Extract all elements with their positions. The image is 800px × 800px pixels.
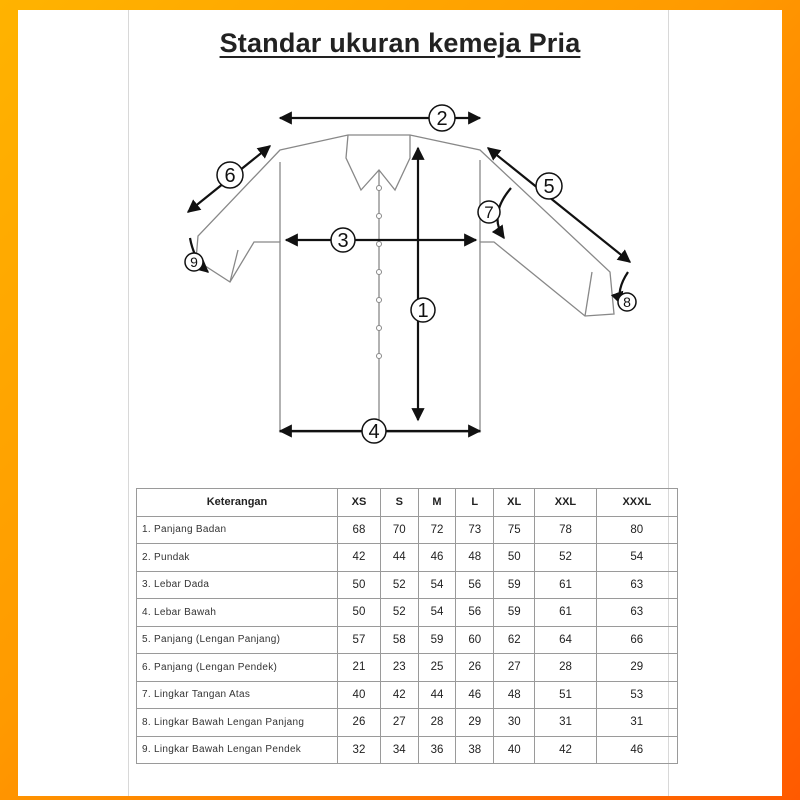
table-cell: 73	[456, 516, 494, 544]
column-header: M	[418, 489, 456, 517]
table-cell: 51	[535, 681, 596, 709]
table-cell: 68	[338, 516, 381, 544]
table-cell: 46	[456, 681, 494, 709]
table-cell: 34	[380, 736, 418, 764]
svg-text:1: 1	[417, 300, 429, 322]
table-cell: 59	[494, 599, 535, 627]
table-cell: 31	[596, 709, 677, 737]
table-row	[137, 681, 678, 709]
table-cell: 56	[456, 599, 494, 627]
table-cell: 44	[380, 544, 418, 572]
table-cell: 52	[535, 544, 596, 572]
table-cell: 70	[380, 516, 418, 544]
label-7	[478, 201, 500, 223]
table-cell: 53	[596, 681, 677, 709]
table-cell: 28	[418, 709, 456, 737]
column-header: XXXL	[596, 489, 677, 517]
column-header: XL	[494, 489, 535, 517]
label-8	[618, 293, 636, 311]
table-cell: 62	[494, 626, 535, 654]
table-cell: 42	[535, 736, 596, 764]
size-chart-sheet	[18, 10, 782, 796]
table-cell: 72	[418, 516, 456, 544]
label-9	[185, 253, 203, 271]
table-cell: 29	[596, 654, 677, 682]
table-header-row	[137, 489, 678, 517]
row-label: 3. Lebar Dada	[137, 571, 338, 599]
table-cell: 56	[456, 571, 494, 599]
table-cell: 66	[596, 626, 677, 654]
table-cell: 31	[535, 709, 596, 737]
table-cell: 54	[418, 599, 456, 627]
table-cell: 61	[535, 571, 596, 599]
table-cell: 25	[418, 654, 456, 682]
table-cell: 50	[338, 571, 381, 599]
table-cell: 61	[535, 599, 596, 627]
table-cell: 29	[456, 709, 494, 737]
label-1	[411, 298, 435, 322]
table-cell: 48	[494, 681, 535, 709]
table-cell: 52	[380, 571, 418, 599]
row-label: 8. Lingkar Bawah Lengan Panjang	[137, 709, 338, 737]
table-row	[137, 626, 678, 654]
table-cell: 54	[418, 571, 456, 599]
table-cell: 50	[338, 599, 381, 627]
table-cell: 27	[380, 709, 418, 737]
table-cell: 75	[494, 516, 535, 544]
column-header: Keterangan	[137, 489, 338, 517]
table-cell: 46	[596, 736, 677, 764]
table-row	[137, 516, 678, 544]
table-cell: 26	[338, 709, 381, 737]
table-row	[137, 736, 678, 764]
table-row	[137, 544, 678, 572]
table-cell: 26	[456, 654, 494, 682]
table-cell: 42	[380, 681, 418, 709]
table-cell: 42	[338, 544, 381, 572]
label-3	[331, 228, 355, 252]
size-table	[136, 488, 678, 764]
svg-text:4: 4	[368, 421, 380, 443]
row-label: 1. Panjang Badan	[137, 516, 338, 544]
table-cell: 23	[380, 654, 418, 682]
column-header: S	[380, 489, 418, 517]
column-header: L	[456, 489, 494, 517]
table-cell: 54	[596, 544, 677, 572]
table-cell: 32	[338, 736, 381, 764]
table-cell: 48	[456, 544, 494, 572]
table-cell: 80	[596, 516, 677, 544]
table-row	[137, 654, 678, 682]
label-5	[536, 173, 562, 199]
table-cell: 59	[418, 626, 456, 654]
page-title: Standar ukuran kemeja Pria	[219, 28, 581, 58]
row-label: 6. Panjang (Lengan Pendek)	[137, 654, 338, 682]
table-cell: 60	[456, 626, 494, 654]
table-row	[137, 571, 678, 599]
table-cell: 58	[380, 626, 418, 654]
row-label: 4. Lebar Bawah	[137, 599, 338, 627]
table-cell: 57	[338, 626, 381, 654]
svg-text:6: 6	[224, 165, 236, 187]
svg-text:8: 8	[623, 294, 631, 310]
label-4	[362, 419, 386, 443]
table-cell: 40	[494, 736, 535, 764]
svg-text:7: 7	[484, 203, 494, 222]
table-cell: 59	[494, 571, 535, 599]
table-row	[137, 709, 678, 737]
label-2	[429, 105, 455, 131]
svg-text:9: 9	[190, 254, 198, 270]
table-cell: 30	[494, 709, 535, 737]
table-cell: 64	[535, 626, 596, 654]
label-6	[217, 162, 243, 188]
row-label: 7. Lingkar Tangan Atas	[137, 681, 338, 709]
svg-text:5: 5	[543, 176, 555, 198]
column-header: XXL	[535, 489, 596, 517]
table-cell: 78	[535, 516, 596, 544]
table-cell: 21	[338, 654, 381, 682]
svg-text:3: 3	[337, 230, 349, 252]
row-label: 9. Lingkar Bawah Lengan Pendek	[137, 736, 338, 764]
table-cell: 63	[596, 571, 677, 599]
table-cell: 50	[494, 544, 535, 572]
svg-text:2: 2	[436, 108, 448, 130]
table-cell: 36	[418, 736, 456, 764]
table-cell: 40	[338, 681, 381, 709]
row-label: 5. Panjang (Lengan Panjang)	[137, 626, 338, 654]
table-cell: 28	[535, 654, 596, 682]
table-cell: 52	[380, 599, 418, 627]
table-cell: 44	[418, 681, 456, 709]
table-cell: 38	[456, 736, 494, 764]
table-cell: 63	[596, 599, 677, 627]
column-header: XS	[338, 489, 381, 517]
row-label: 2. Pundak	[137, 544, 338, 572]
shirt-measurement-diagram	[18, 10, 782, 480]
measurement-arrows	[188, 118, 630, 431]
table-row	[137, 599, 678, 627]
table-cell: 27	[494, 654, 535, 682]
table-cell: 46	[418, 544, 456, 572]
